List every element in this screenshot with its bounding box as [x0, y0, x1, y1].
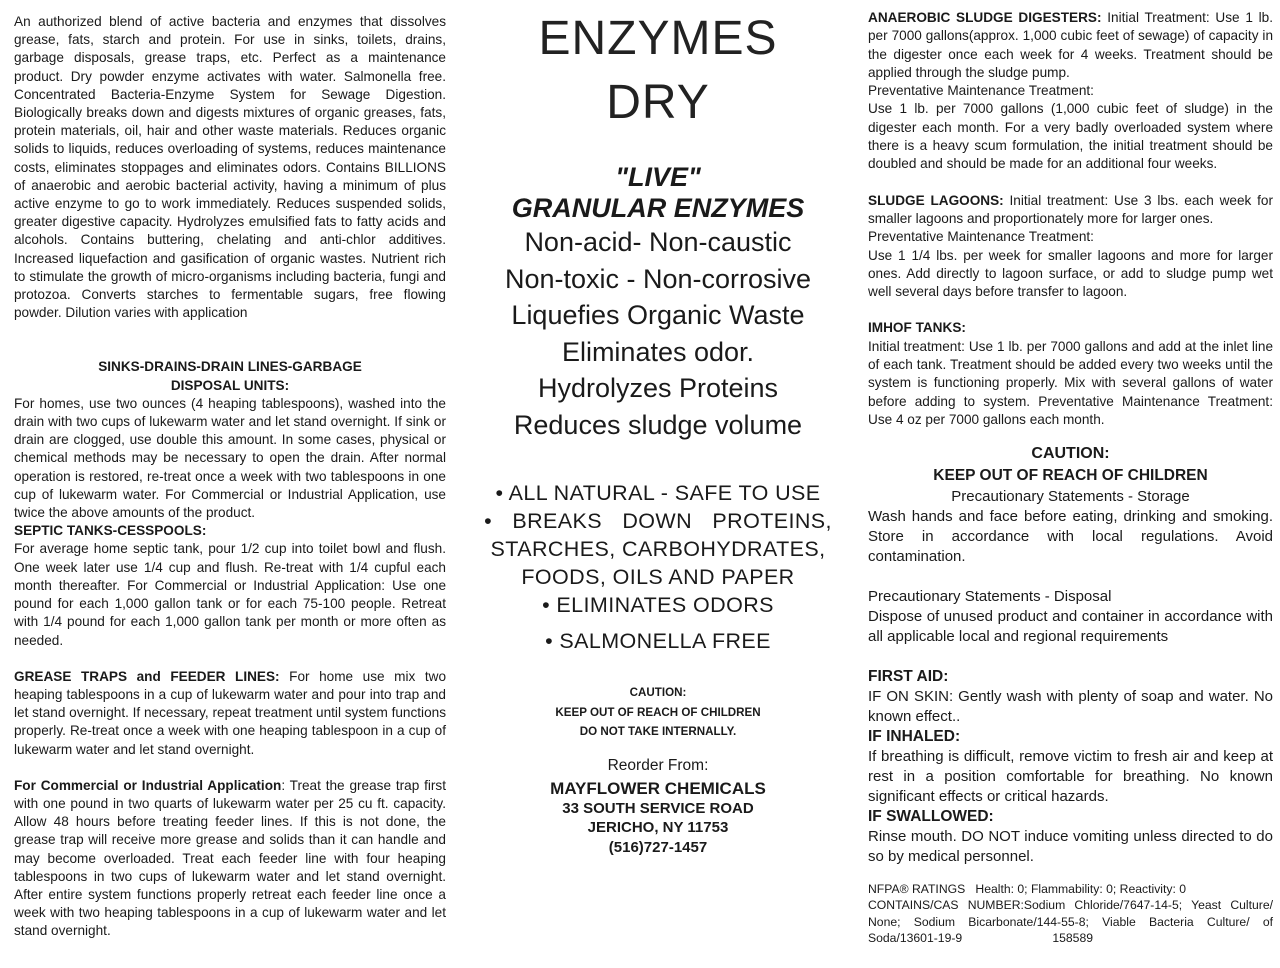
claim-4: Eliminates odor.: [561, 336, 755, 367]
inhaled-body: If breathing is difficult, remove victim to fresh air and keep at rest in a position comfortable for breathing. No known significant effects or critical hazards.: [868, 748, 1273, 806]
claim-1: Non-acid- Non-caustic: [524, 227, 792, 257]
claim-5: Hydrolyzes Proteins: [537, 373, 779, 403]
do-not-take-label: DO NOT TAKE INTERNALLY.: [579, 725, 737, 738]
reorder-label: Reorder From:: [607, 756, 709, 774]
storage-heading: Precautionary Statements - Storage: [951, 488, 1190, 506]
company-name: MAYFLOWER CHEMICALS: [550, 778, 766, 798]
phone-number: (516)727-1457: [608, 838, 708, 856]
commercial-body: : Treat the grease trap first with one pound in two quarts of lukewarm water per 25 cu ft. capacity. Allow 48 hours before treating feeder lines. If this is not done, the grease trap will receive more grease and solids than it can handle and may become overloaded. Treat each feeder line with four heaping tablespoons in two cups of lukewarm water and let stand overnight. After entire system functions properly retreat each feeder line once a week with two heaping tablespoons in a cup of lukewarm water and let stand overnight.: [14, 777, 446, 939]
cas-numbers: CONTAINS/CAS NUMBER:Sodium Chloride/7647-14-5; Yeast Culture/ None; Sodium Bicarbonate/144-55-8; Viable Bacteria Culture/ of Soda/13601-19-9: [868, 898, 1273, 945]
sinks-heading: [14, 358, 446, 394]
grease-body: For home use mix two heaping tablespoons in a cup of lukewarm water and pour into trap and let stand overnight. If necessary, repeat treatment until system functions properly. Re-treat once a week with one heaping tablespoon in a cup of lukewarm water and let stand overnight.: [14, 668, 446, 757]
swallowed-heading: IF SWALLOWED:: [868, 808, 994, 826]
disposal-body: Dispose of unused product and container in accordance with all applicable local and regional requirements: [868, 608, 1273, 646]
anaerobic-section: [868, 9, 1273, 82]
imhof-heading: IMHOF TANKS:: [868, 320, 966, 336]
septic-body: For average home septic tank, pour 1/2 cup into toilet bowl and flush. One week later use 1/4 cup and flush. Re-treat with 1/4 cupful each month thereafter. For Commercial or Industrial Application: Use one pound for each 1,000 gallon tank or for each 75-100 people. Retreat with 1/4 pound for each 1,000 gallon tank per month or more often as needed.: [14, 541, 446, 648]
claim-2: Non-toxic - Non-corrosive: [504, 263, 812, 294]
address-line-1: 33 SOUTH SERVICE ROAD: [562, 799, 754, 817]
middle-column: [458, 0, 858, 857]
skin-instructions: IF ON SKIN: Gently wash with plenty of soap and water. No known effect..: [868, 688, 1273, 726]
nfpa-ratings: NFPA® RATINGS Health: 0; Flammability: 0; Reactivity: 0: [868, 882, 1187, 897]
swallowed-body: Rinse mouth. DO NOT induce vomiting unless directed to do so by medical personnel.: [868, 828, 1273, 866]
bullet-eliminates-odors: • ELIMINATES ODORS: [542, 593, 774, 617]
sinks-heading-line-2: DISPOSAL UNITS:: [170, 377, 290, 393]
sinks-heading-line-1: SINKS-DRAINS-DRAIN LINES-GARBAGE: [98, 359, 362, 375]
commercial-section: [14, 777, 446, 941]
claim-6: Reduces sludge volume: [513, 409, 803, 440]
anaerobic-prev-label: Preventative Maintenance Treatment:: [868, 83, 1094, 99]
imhof-body: Initial treatment: Use 1 lb. per 7000 gallons and add at the inlet line of each tank. Treatment should be added every two weeks until the system is functioning properly. Mix with several gallons of water before adding to system. Preventative Maintenance Treatment: Use 4 oz per 7000 gallons each month.: [868, 338, 1273, 427]
sinks-body: For homes, use two ounces (4 heaping tablespoons), washed into the drain with two cups of lukewarm water and let stand overnight. If sink or drain are clogged, use double this amount. In some cases, physical or chemical methods may be necessary to open the drain. After normal operation is restored, re-treat once a week with two tablespoons in one cup of lukewarm water. For Commercial or Industrial Application, use twice the above amounts of the product.: [14, 395, 446, 521]
right-column: [868, 9, 1273, 946]
anaerobic-body: Initial Treatment: Use 1 lb. per 7000 gallons(approx. 1,000 cubic feet of sewage) of capacity in the digester once each week for 4 weeks. Treatment should be applied through the sludge pump.: [868, 10, 1273, 80]
product-title: [458, 14, 858, 128]
title-line-1: ENZYMES: [538, 12, 778, 65]
address-line-2: JERICHO, NY 11753: [587, 819, 729, 836]
left-column: [14, 13, 446, 941]
bullet-breaks-down-1: • BREAKS DOWN PROTEINS,: [484, 509, 832, 533]
claim-3: Liquefies Organic Waste: [511, 300, 805, 330]
caution-heading: CAUTION:: [1031, 445, 1110, 463]
caution-label: CAUTION:: [629, 686, 687, 699]
live-label: "LIVE": [615, 162, 701, 192]
anaerobic-prev-body: Use 1 lb. per 7000 gallons (1,000 cubic feet of sludge) in the digester each month. For a very badly overloaded system where there is a heavy scum formulation, the initial treatment should be doubled and should be made for an additional four weeks.: [868, 101, 1273, 172]
anaerobic-heading: ANAEROBIC SLUDGE DIGESTERS:: [868, 10, 1102, 25]
commercial-heading: For Commercial or Industrial Application: [14, 777, 282, 793]
lagoons-heading: SLUDGE LAGOONS:: [868, 192, 1004, 208]
keep-out-heading: KEEP OUT OF REACH OF CHILDREN: [933, 467, 1208, 485]
storage-body: Wash hands and face before eating, drinking and smoking. Store in accordance with local regulations. Avoid contamination.: [868, 508, 1273, 566]
lot-number: 158589: [1052, 931, 1093, 946]
grease-heading: GREASE TRAPS and FEEDER LINES:: [14, 668, 280, 684]
lagoons-section: [868, 192, 1273, 229]
first-aid-heading: FIRST AID:: [868, 668, 949, 686]
lagoons-body: Initial treatment: Use 3 lbs. each week for smaller lagoons and proportionately more for larger ones.: [868, 192, 1273, 226]
title-line-2: DRY: [606, 76, 710, 129]
lagoons-prev-body: Use 1 1/4 lbs. per week for smaller lagoons and more for larger ones. Add directly to lagoon surface, or add to sludge pump wet well several days before transfer to lagoon.: [868, 247, 1273, 300]
disposal-heading: Precautionary Statements - Disposal: [868, 588, 1112, 606]
lagoons-prev-label: Preventative Maintenance Treatment:: [868, 229, 1094, 245]
granular-label: GRANULAR ENZYMES: [511, 193, 805, 223]
bullet-salmonella-free: • SALMONELLA FREE: [545, 629, 771, 653]
intro-paragraph: An authorized blend of active bacteria and enzymes that dissolves grease, fats, starch and protein. For use in sinks, toilets, drains, garbage disposals, grease traps, etc. Perfect as a maintenance product. Dry powder enzyme activates with water. Salmonella free. Concentrated Bacteria-Enzyme System for Sewage Digestion. Biologically breaks down and digests mixtures of organic greases, fats, protein materials, oil, hair and other waste materials. Reduces organic solids to liquids, reduces overloading of systems, reduces maintenance costs, eliminates stoppages and eliminates odors. Contains BILLIONS of anaerobic and aerobic bacterial activity, having a minimum of plus active enzyme to go to work immediately. Reduces suspended solids, greater digestive capacity. Hydrolyzes emulsified fats to fatty acids and alcohols. Contains buttering, chelating and anti-chlor additives. Increased liquefaction and gasification of organic wastes. Nutrient rich to stimulate the growth of micro-organisms including bacteria, fungi and protozoa. Converts starches to fermentable sugars, free flowing powder. Dilution varies with application: [14, 14, 446, 321]
grease-section: [14, 668, 446, 759]
bullet-all-natural: • ALL NATURAL - SAFE TO USE: [495, 481, 821, 505]
septic-heading: SEPTIC TANKS-CESSPOOLS:: [14, 523, 207, 539]
inhaled-heading: IF INHALED:: [868, 728, 961, 746]
keep-out-label: KEEP OUT OF REACH OF CHILDREN: [555, 705, 761, 719]
bullet-breaks-down-3: FOODS, OILS AND PAPER: [521, 565, 795, 589]
bullet-breaks-down-2: STARCHES, CARBOHYDRATES,: [490, 537, 826, 561]
